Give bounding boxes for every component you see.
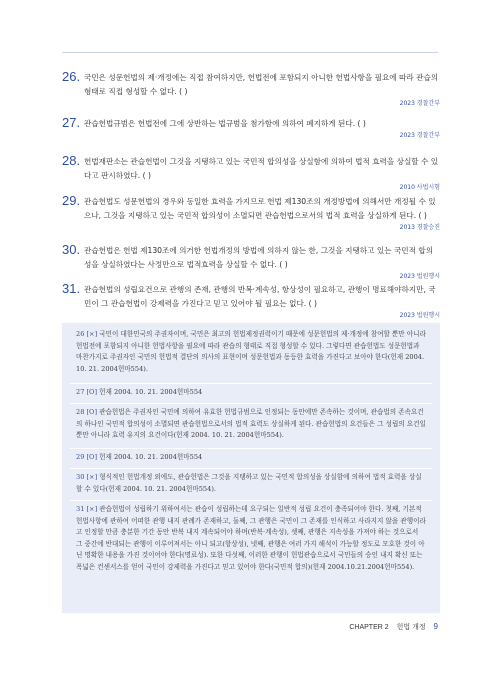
page-number: 9 (433, 622, 438, 631)
question-number: 28. (62, 153, 81, 168)
answer-26 (76, 329, 426, 375)
question-source: 2023 경찰간부 (399, 132, 440, 139)
answer-label: 28 [O] (76, 408, 98, 416)
header-rule (62, 52, 438, 53)
question-27 (62, 117, 440, 139)
answer-text: 국민이 대한민국의 주권자이며, 국민은 최고의 헌법제정권력이기 때문에 성문헌법의 제·개정에 참여할 뿐만 아니라 헌법전에 포함되지 아니한 헌법사항을 필요에 따라 관습의 형태로 직접 형성할 수 있다. 그렇다면 관습헌법도 성문헌법과 마찬가지로 주권자인 국민의 헌법적 결단의 의사의 표현이며 성문헌법과 동등한 효력을 가진다고 보아야 한다(헌재 2004. 10. 21. 2004헌마554). (76, 330, 426, 373)
question-28 (62, 155, 440, 191)
chapter-label: CHAPTER 2 (349, 624, 389, 631)
question-text: 관습헌법은 헌법 제130조에 의거한 헌법개정의 방법에 의하지 않는 한, 그것을 지탱하고 있는 국민적 합의성을 상실하였다는 사정만으로 법적효력을 상실할 수 없다. ( ) (84, 246, 434, 269)
page-footer (349, 622, 438, 632)
answer-label: 31 [×] (76, 505, 98, 513)
answer-label: 27 [O] (76, 388, 98, 396)
answer-31 (76, 504, 426, 574)
answer-label: 29 [O] (76, 453, 98, 461)
divider (70, 448, 432, 449)
divider (70, 383, 432, 384)
answer-27 (76, 387, 426, 399)
question-source: 2023 법원행시 (399, 273, 440, 280)
question-text: 관습헌법의 성립요건으로 관행의 존재, 관행의 반복·계속성, 항상성이 필요하고, 관행이 명료해야하지만, 국민이 그 관습헌법이 강제력을 가진다고 믿고 있어야 될 필요는 없다. ( ) (84, 285, 436, 308)
question-text: 관습헌법도 성문헌법의 경우와 동일한 효력을 가지므로 헌법 제130조의 개정방법에 의해서만 개정될 수 있으나, 그것을 지탱하고 있는 국민적 합의성이 소멸되면 관습헌법으로서의 법적 효력을 상실하게 된다. ( ) (84, 197, 436, 220)
question-source: 2013 경찰승진 (399, 224, 440, 231)
question-29 (62, 195, 440, 231)
answer-box (62, 323, 440, 613)
question-number: 26. (62, 69, 81, 84)
question-26 (62, 71, 440, 107)
question-number: 31. (62, 281, 81, 296)
answer-30 (76, 472, 426, 495)
question-text: 헌법재판소는 관습헌법이 그것을 지탱하고 있는 국민적 합의성을 상실함에 의하여 법적 효력을 상실할 수 있다고 판시하였다. ( ) (84, 157, 439, 180)
chapter-title: 헌법 개정 (396, 624, 426, 631)
answer-29 (76, 452, 426, 464)
question-source: 2023 경찰간부 (399, 100, 440, 107)
question-text: 관습헌법규범은 헌법전에 그에 상반하는 법규범을 첨가함에 의하여 폐지하게 된다. ( ) (84, 119, 366, 128)
answer-label: 30 [×] (76, 473, 98, 481)
divider (70, 468, 432, 469)
answer-text: 형식적인 헌법개정 외에도, 관습헌법은 그것을 지탱하고 있는 국민적 합의성을 상실함에 의하여 법적 효력을 상실할 수 있다(헌재 2004. 10. 21. 2004헌마554). (76, 473, 422, 493)
answer-text: 헌재 2004. 10. 21. 2004헌마554 (99, 388, 203, 396)
answer-text: 관습헌법이 성립하기 위하여서는 관습이 성립하는데 요구되는 일반적 성립 요건이 충족되어야 한다. 첫째, 기본적 헌법사항에 관하여 어떠한 관행 내지 관례가 존재하고, 둘째, 그 관행은 국민이 그 존재를 인식하고 사라지지 않을 관행이라고 인정할 만큼 충분한 기간 동안 반복 내지 계속되어야 하며(반복·계속성), 셋째, 관행은 지속성을 가져야 하는 것으로서 그 중간에 반대되는 관행이 이루어져서는 아니 되고(항상성), 넷째, 관행은 여러 가지 해석이 가능할 정도로 모호한 것이 아닌 명확한 내용을 가진 것이어야 한다(명료성). 또한 다섯째, 이러한 관행이 헌법관습으로서 국민들의 승인 내지 확신 또는 폭넓은 컨센서스를 얻어 국민이 강제력을 가진다고 믿고 있어야 한다(국민적 합의)(헌재 2004.10.21.2004헌마554). (76, 505, 426, 571)
question-source: 2023 법원행시 (399, 312, 440, 319)
question-31 (62, 283, 440, 319)
question-source: 2010 사법시험 (399, 184, 440, 191)
divider (70, 403, 432, 404)
divider (70, 500, 432, 501)
question-text: 국민은 성문헌법의 제·개정에는 직접 참여하지만, 헌법전에 포함되지 아니한 헌법사항을 필요에 따라 관습의 형태로 직접 형성할 수 없다. ( ) (84, 73, 439, 96)
answer-text: 헌재 2004. 10. 21. 2004헌마554 (99, 453, 203, 461)
question-number: 27. (62, 115, 81, 130)
answer-text: 관습헌법은 주권자인 국민에 의하여 유효한 헌법규범으로 인정되는 동안에만 존속하는 것이며, 관습법의 존속요건의 하나인 국민적 합의성이 소멸되면 관습헌법으로서의 법적 효력도 상실하게 된다. 관습헌법의 요건들은 그 성립의 요건일 뿐만 아니라 효력 유지의 요건이다(헌재 2004. 10. 21. 2004헌마554). (76, 408, 426, 440)
question-number: 30. (62, 242, 81, 257)
question-number: 29. (62, 193, 81, 208)
answer-28 (76, 407, 426, 442)
answer-label: 26 [×] (76, 330, 98, 338)
question-30 (62, 244, 440, 280)
